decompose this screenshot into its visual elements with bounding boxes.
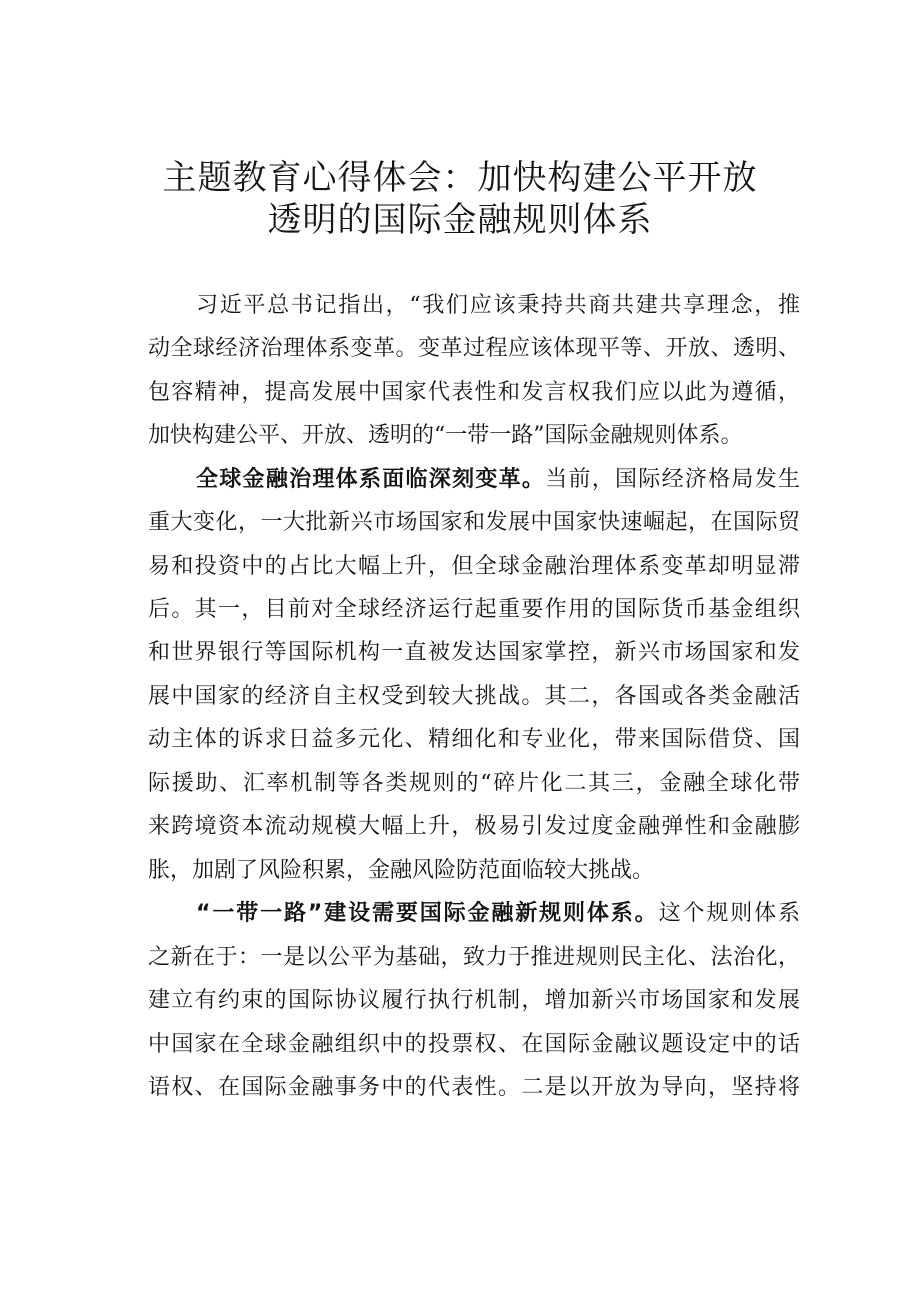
paragraph-3-line-2: 之新在于：一是以公平为基础，致力于推进规则民主化、法治化， xyxy=(148,945,800,970)
paragraph-3-line-4: 中国家在全球金融组织中的投票权、在国际金融议题设定中的话 xyxy=(148,1032,800,1057)
paragraph-3-line-1-text: 这个规则体系 xyxy=(658,901,800,926)
paragraph-2-line-7: 动主体的诉求日益多元化、精细化和专业化，带来国际借贷、国 xyxy=(148,727,800,752)
paragraph-1-line-1: 习近平总书记指出，“我们应该秉持共商共建共享理念，推 xyxy=(196,293,800,318)
paragraph-2-line-1-text: 当前，国际经济格局发生 xyxy=(545,467,800,492)
paragraph-1-line-3: 包容精神，提高发展中国家代表性和发言权我们应以此为遵循， xyxy=(148,380,800,405)
paragraph-2-line-2: 重大变化，一大批新兴市场国家和发展中国家快速崛起，在国际贸 xyxy=(148,510,800,535)
paragraph-3-heading: “一带一路”建设需要国际金融新规则体系。 xyxy=(196,901,659,926)
paragraph-2-line-6: 展中国家的经济自主权受到较大挑战。其二，各国或各类金融活 xyxy=(148,684,800,709)
paragraph-1-line-4: 加快构建公平、开放、透明的“一带一路”国际金融规则体系。 xyxy=(148,423,743,448)
paragraph-2-line-9: 来跨境资本流动规模大幅上升，极易引发过度金融弹性和金融膨 xyxy=(148,814,800,839)
paragraph-2-line-8: 际援助、汇率机制等各类规则的“碎片化二其三，金融全球化带 xyxy=(148,771,800,796)
document-title-line-2: 透明的国际金融规则体系 xyxy=(267,200,653,240)
paragraph-3-line-1 xyxy=(196,894,800,934)
paragraph-3-line-3: 建立有约束的国际协议履行执行机制，增加新兴市场国家和发展 xyxy=(148,988,800,1013)
document-title-line-1: 主题教育心得体会：加快构建公平开放 xyxy=(162,158,758,198)
paragraph-2-line-1 xyxy=(196,460,800,500)
paragraph-3-line-5: 语权、在国际金融事务中的代表性。二是以开放为导向，坚持将 xyxy=(148,1075,800,1100)
paragraph-1-line-2: 动全球经济治理体系变革。变革过程应该体现平等、开放、透明、 xyxy=(148,336,800,361)
paragraph-2-line-3: 易和投资中的占比大幅上升，但全球金融治理体系变革却明显滞 xyxy=(148,554,800,579)
paragraph-2-line-5: 和世界银行等国际机构一直被发达国家掌控，新兴市场国家和发 xyxy=(148,640,800,665)
paragraph-2-line-10: 胀，加剧了风险积累，金融风险防范面临较大挑战。 xyxy=(148,858,655,883)
paragraph-2-line-4: 后。其一，目前对全球经济运行起重要作用的国际货币基金组织 xyxy=(148,597,800,622)
paragraph-2-heading: 全球金融治理体系面临深刻变革。 xyxy=(196,467,546,492)
